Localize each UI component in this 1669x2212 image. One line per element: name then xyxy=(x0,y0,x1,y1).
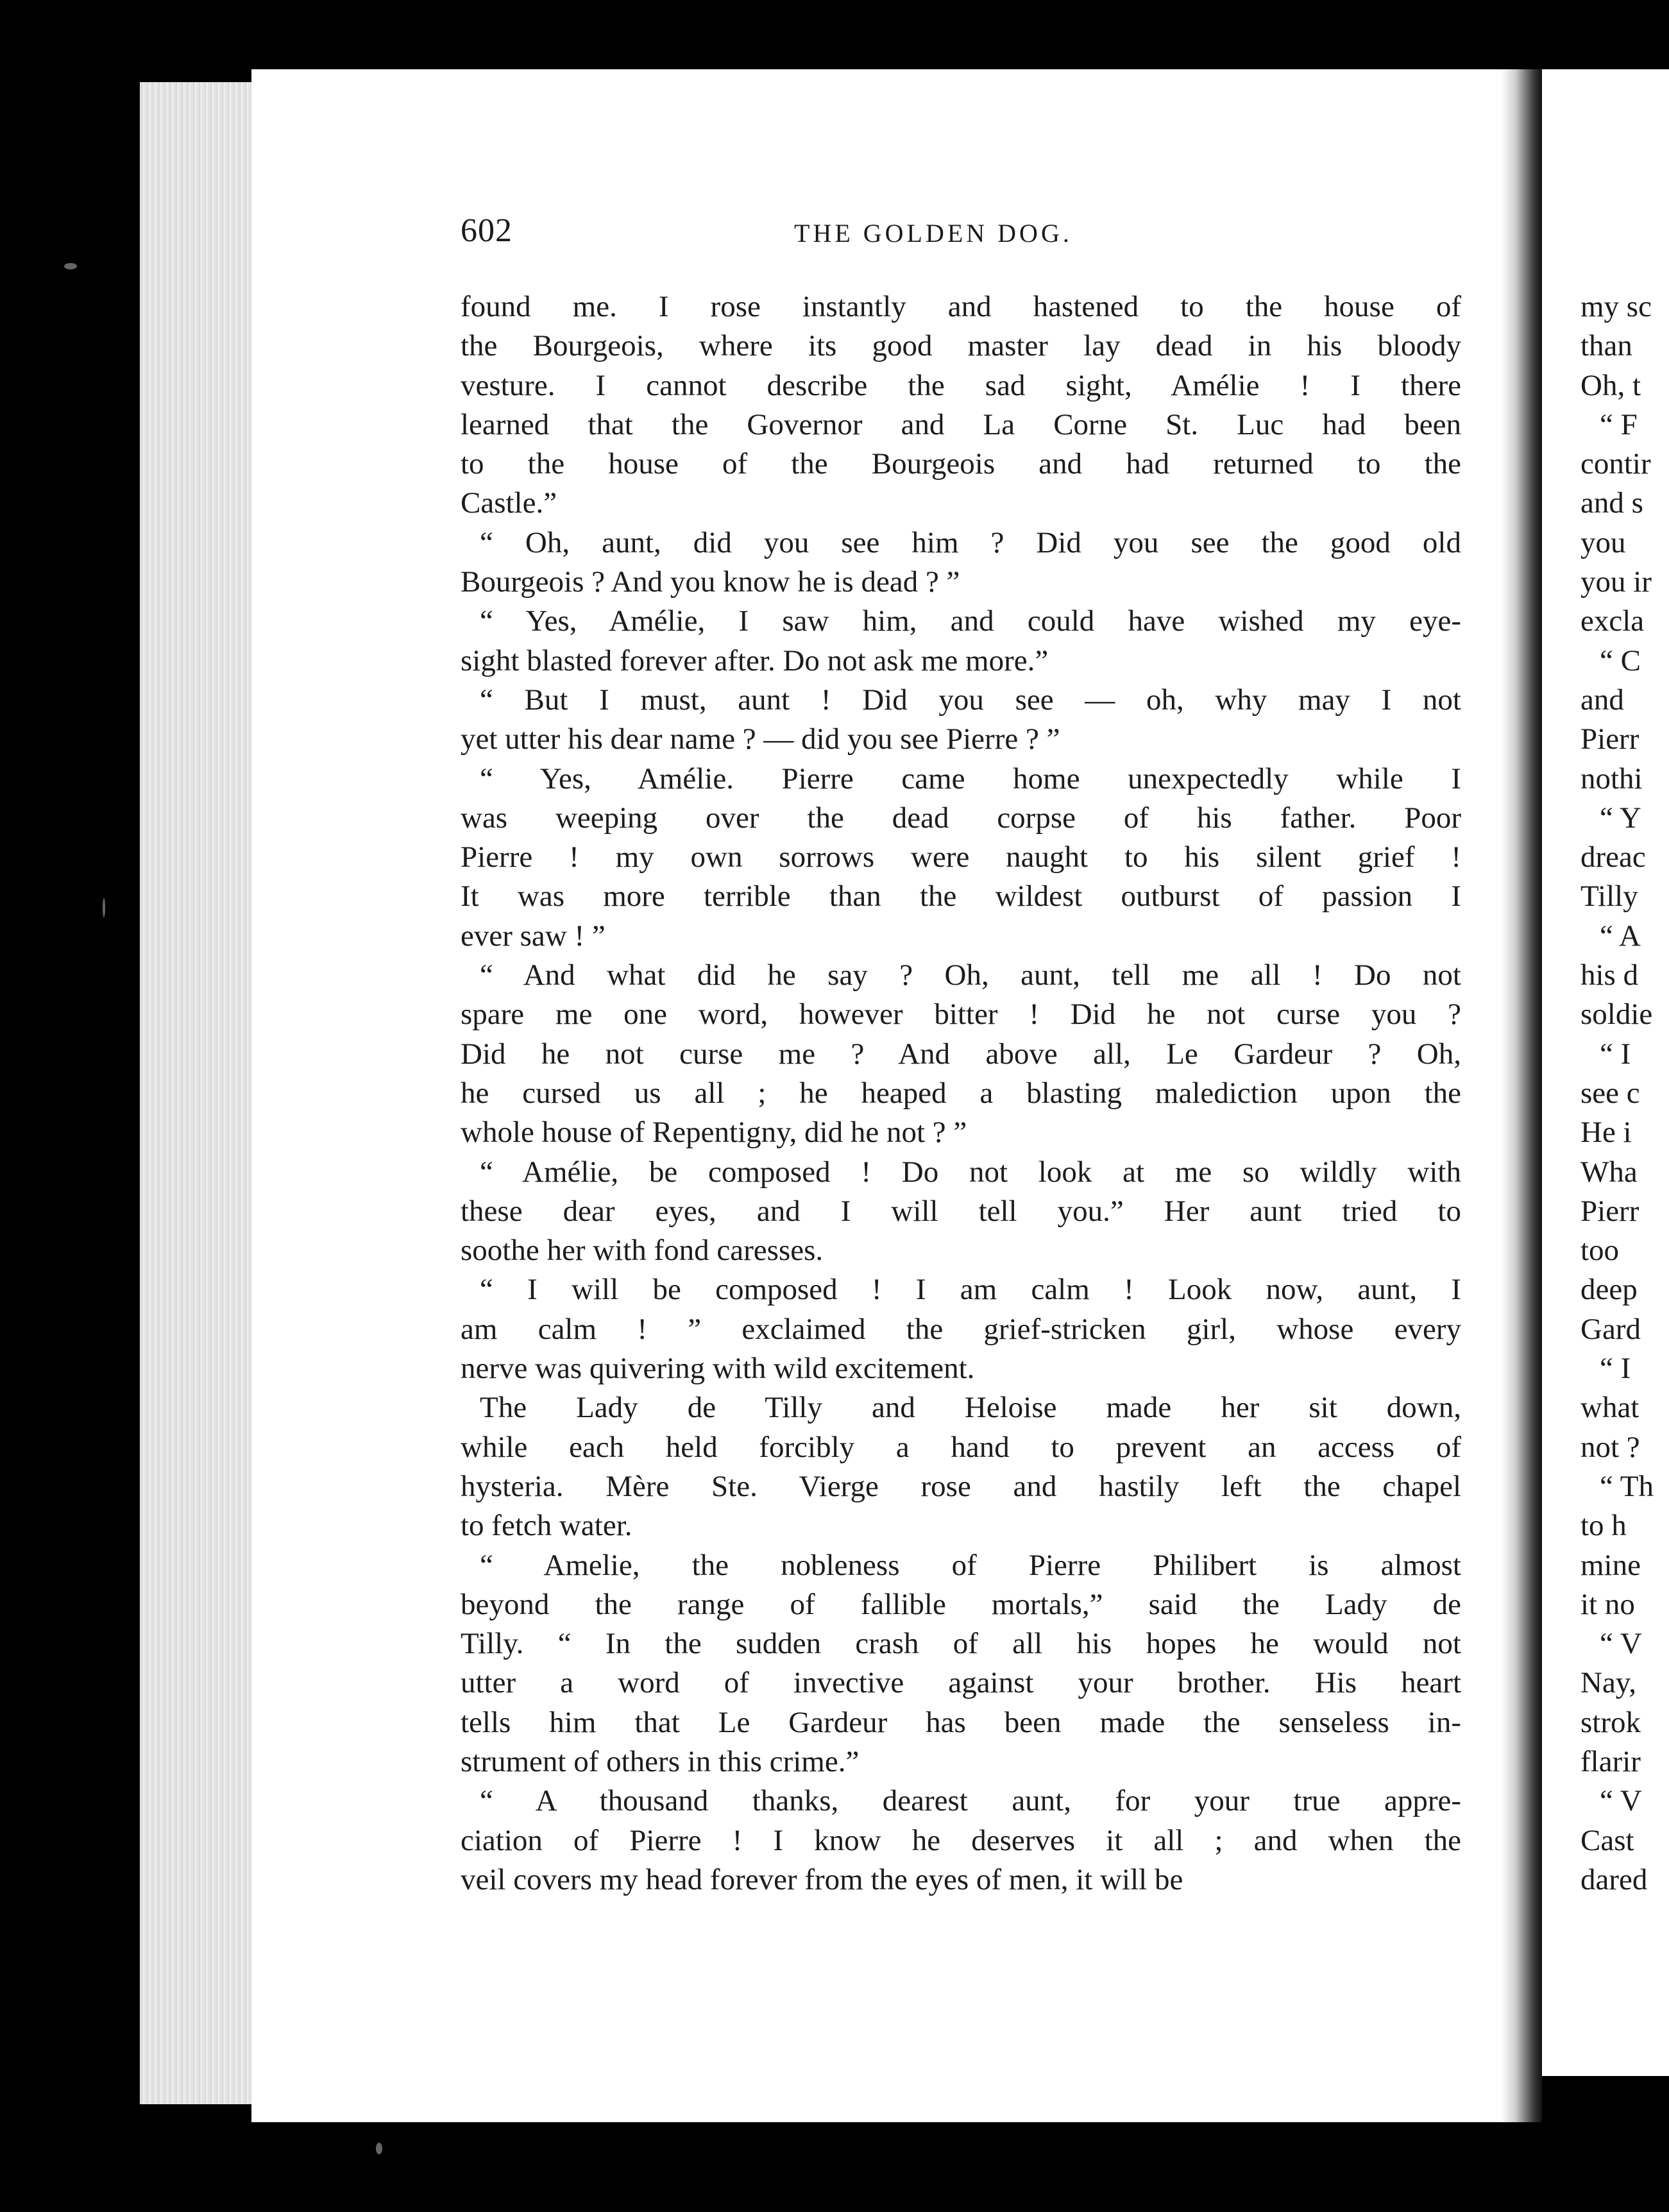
text-line: the Bourgeois, where its good master lay dead in his bloody xyxy=(461,329,1461,363)
right-page-line: Wha xyxy=(1580,1155,1638,1189)
right-page-line: strok xyxy=(1580,1705,1641,1739)
right-page-line: nothi xyxy=(1580,761,1643,795)
right-page-line: you ir xyxy=(1580,565,1652,599)
page-number: 602 xyxy=(461,212,513,249)
text-line: sight blasted forever after. Do not ask me more.” xyxy=(461,643,1049,677)
right-page-line: deep xyxy=(1580,1273,1638,1307)
text-line: veil covers my head forever from the eyes of men, it will be xyxy=(461,1862,1183,1896)
right-page-line: you xyxy=(1580,525,1626,559)
text-line: Tilly. “ In the sudden crash of all his hopes he would not xyxy=(461,1627,1461,1661)
right-page-line: his d xyxy=(1580,958,1639,992)
right-page-line: and s xyxy=(1580,486,1643,520)
text-line: Did he not curse me ? And above all, Le Gardeur ? Oh, xyxy=(461,1037,1461,1071)
body-text xyxy=(461,287,1461,1900)
right-page-line: dared xyxy=(1580,1862,1648,1896)
right-page-line: “ Th xyxy=(1600,1469,1654,1503)
running-head xyxy=(461,212,1461,257)
text-line: beyond the range of fallible mortals,” said the Lady de xyxy=(461,1587,1461,1621)
text-line: hysteria. Mère Ste. Vierge rose and hastily left the chapel xyxy=(461,1469,1461,1503)
right-page-line: “ A xyxy=(1600,919,1641,953)
right-page-line: than xyxy=(1580,329,1632,363)
book-title: THE GOLDEN DOG. xyxy=(794,219,1072,248)
page-edge xyxy=(140,82,254,2104)
text-line: he cursed us all ; he heaped a blasting malediction upon the xyxy=(461,1076,1461,1110)
right-page-line: Pierr xyxy=(1580,722,1639,756)
text-line: whole house of Repentigny, did he not ? ” xyxy=(461,1116,967,1150)
right-page-line: “ V xyxy=(1600,1627,1642,1661)
text-line: while each held forcibly a hand to prevent an access of xyxy=(461,1430,1461,1464)
text-line: am calm ! ” exclaimed the grief-stricken girl, whose every xyxy=(461,1312,1461,1346)
right-page-line: see c xyxy=(1580,1076,1640,1110)
right-page-line: too xyxy=(1580,1234,1620,1268)
right-page-line: Tilly xyxy=(1580,880,1638,914)
text-line: “ I will be composed ! I am calm ! Look now, aunt, I xyxy=(480,1273,1461,1307)
text-line: Bourgeois ? And you know he is dead ? ” xyxy=(461,565,960,599)
right-page-line: He i xyxy=(1580,1116,1632,1150)
text-line: to the house of the Bourgeois and had returned to the xyxy=(461,447,1461,481)
text-line: spare me one word, however bitter ! Did he not curse you ? xyxy=(461,998,1461,1032)
text-line: these dear eyes, and I will tell you.” Her aunt tried to xyxy=(461,1194,1461,1228)
right-page-line: “ I xyxy=(1600,1037,1631,1071)
text-line: “ Yes, Amélie, I saw him, and could have wished my eye- xyxy=(480,604,1461,638)
right-page-line: contir xyxy=(1580,447,1651,481)
text-line: ever saw ! ” xyxy=(461,919,606,953)
right-page-line: “ I xyxy=(1600,1352,1631,1386)
text-line: tells him that Le Gardeur has been made the senseless in- xyxy=(461,1705,1461,1739)
right-page xyxy=(1542,69,1669,2076)
right-page-line: my sc xyxy=(1580,290,1652,323)
text-line: ciation of Pierre ! I know he deserves it all ; and when the xyxy=(461,1823,1461,1857)
right-page-line: flarir xyxy=(1580,1744,1641,1778)
right-page-line: not ? xyxy=(1580,1430,1640,1464)
text-line: “ Amelie, the nobleness of Pierre Philibert is almost xyxy=(480,1548,1461,1582)
right-page-line: Cast xyxy=(1580,1823,1634,1857)
right-page-line: dreac xyxy=(1580,840,1646,874)
text-line: The Lady de Tilly and Heloise made her sit down, xyxy=(480,1391,1461,1425)
book-gutter xyxy=(1501,69,1542,2122)
right-page-line: “ C xyxy=(1600,643,1641,677)
text-line: “ Amélie, be composed ! Do not look at me so wildly with xyxy=(480,1155,1461,1189)
text-line: soothe her with fond caresses. xyxy=(461,1234,824,1268)
text-line: “ A thousand thanks, dearest aunt, for your true appre- xyxy=(480,1784,1461,1818)
right-page-line: “ Y xyxy=(1600,801,1641,835)
text-line: Pierre ! my own sorrows were naught to his silent grief ! xyxy=(461,840,1461,874)
right-page-line: what xyxy=(1580,1391,1639,1425)
right-page-line: soldie xyxy=(1580,998,1653,1032)
right-page-line: it no xyxy=(1580,1587,1635,1621)
text-line: found me. I rose instantly and hastened to the house of xyxy=(461,290,1461,323)
text-line: yet utter his dear name ? — did you see Pierre ? ” xyxy=(461,722,1060,756)
right-page-line: “ V xyxy=(1600,1784,1642,1818)
right-page-line: to h xyxy=(1580,1509,1627,1543)
text-line: to fetch water. xyxy=(461,1509,632,1543)
text-line: utter a word of invective against your brother. His heart xyxy=(461,1666,1461,1700)
right-page-text xyxy=(1580,287,1669,1900)
text-line: strument of others in this crime.” xyxy=(461,1744,860,1778)
right-page-line: Nay, xyxy=(1580,1666,1637,1700)
right-page-line: and xyxy=(1580,683,1624,717)
text-line: Castle.” xyxy=(461,486,557,520)
right-page-line: Gard xyxy=(1580,1312,1641,1346)
right-page-line: “ F xyxy=(1600,407,1638,441)
text-line: It was more terrible than the wildest outburst of passion I xyxy=(461,880,1461,914)
text-line: nerve was quivering with wild excitement. xyxy=(461,1352,975,1386)
text-line: “ Oh, aunt, did you see him ? Did you see the good old xyxy=(480,525,1461,559)
right-page-line: mine xyxy=(1580,1548,1641,1582)
text-line: learned that the Governor and La Corne St. Luc had been xyxy=(461,407,1461,441)
right-page-line: Oh, t xyxy=(1580,368,1641,402)
text-line: vesture. I cannot describe the sad sight, Amélie ! I there xyxy=(461,368,1461,402)
text-line: “ Yes, Amélie. Pierre came home unexpectedly while I xyxy=(480,761,1461,795)
right-page-line: excla xyxy=(1580,604,1645,638)
text-line: “ But I must, aunt ! Did you see — oh, why may I not xyxy=(480,683,1461,717)
text-line: was weeping over the dead corpse of his father. Poor xyxy=(461,801,1461,835)
right-page-line: Pierr xyxy=(1580,1194,1639,1228)
text-line: “ And what did he say ? Oh, aunt, tell me all ! Do not xyxy=(480,958,1461,992)
